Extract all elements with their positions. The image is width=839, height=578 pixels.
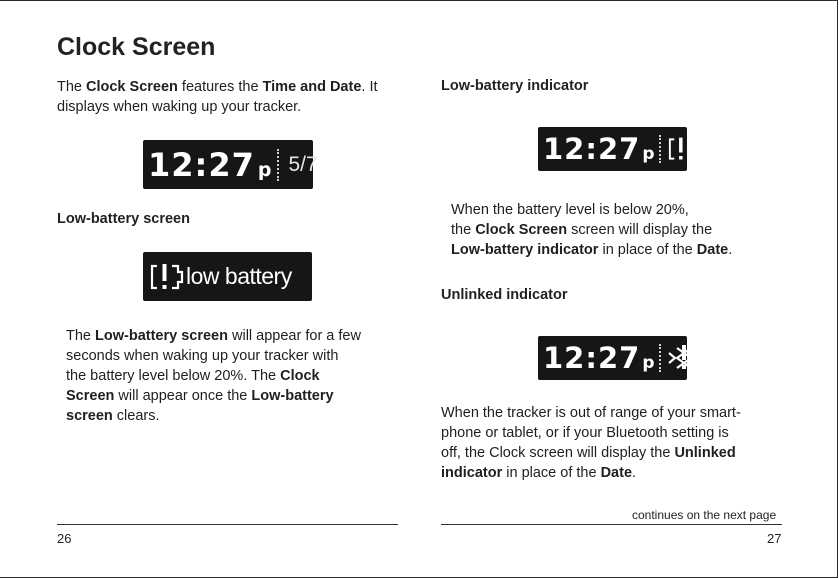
indicator-time: 12:27 xyxy=(543,132,641,166)
unlinked-time: 12:27 xyxy=(543,341,641,375)
clock-date: 5/7 xyxy=(288,152,318,176)
clock-screen-display xyxy=(143,140,318,189)
continues-note: continues on the next page xyxy=(632,508,777,522)
bluetooth-unlinked-icon xyxy=(667,343,701,373)
unlinked-indicator-display xyxy=(538,336,687,380)
battery-indicator-display xyxy=(538,127,687,171)
low-battery-screen-display xyxy=(143,252,312,301)
unlinked-indicator-description: When the tracker is out of range of your smart- phone or tablet, or if your Bluetooth setting is off, the Clock screen will display the Unlinked indicator in place of the Date. xyxy=(441,405,741,481)
separator xyxy=(659,135,661,163)
unlinked-ampm: p xyxy=(642,352,655,373)
unlinked-indicator-heading: Unlinked indicator xyxy=(441,287,568,303)
clock-ampm: p xyxy=(257,158,272,181)
time-and-date-term: Time and Date xyxy=(262,79,362,95)
clock-screen-term: Clock Screen xyxy=(86,79,178,95)
left-footer-rule xyxy=(57,524,398,525)
low-battery-text: low battery xyxy=(186,263,292,289)
low-battery-indicator-heading: Low-battery indicator xyxy=(441,78,589,94)
right-page-number: 27 xyxy=(767,531,782,546)
indicator-ampm: p xyxy=(642,143,655,164)
low-battery-screen-heading: Low-battery screen xyxy=(57,211,190,227)
separator xyxy=(277,149,279,181)
battery-alert-icon xyxy=(149,261,185,293)
battery-alert-icon xyxy=(667,135,699,163)
left-page-number: 26 xyxy=(57,531,72,546)
battery-indicator-description: When the battery level is below 20%, the Clock Screen screen will display the Low-battery indicator in place of the Date. xyxy=(451,202,733,258)
right-footer-rule xyxy=(441,524,782,525)
intro-paragraph: The Clock Screen features the Time and Date. It displays when waking up your tracker. xyxy=(57,79,378,115)
separator xyxy=(659,344,661,372)
clock-time: 12:27 xyxy=(148,145,255,184)
low-battery-description: The Low-battery screen will appear for a few seconds when waking up your tracker with the battery level below 20%. The Clock Screen will appear once the Low-battery screen clears. xyxy=(66,328,361,424)
page-title: Clock Screen xyxy=(57,33,216,61)
